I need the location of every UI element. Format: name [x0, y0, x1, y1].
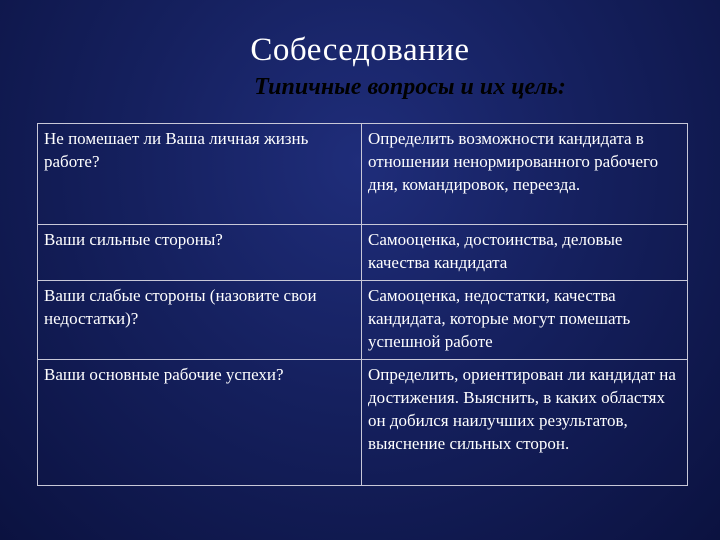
question-cell: Ваши слабые стороны (назовите свои недостатки)? [38, 281, 362, 360]
purpose-cell: Определить возможности кандидата в отношении ненормированного рабочего дня, командировок, переезда. [362, 124, 688, 225]
purpose-cell: Самооценка, недостатки, качества кандидата, которые могут помешать успешной работе [362, 281, 688, 360]
purpose-cell: Самооценка, достоинства, деловые качества кандидата [362, 225, 688, 281]
table-row [38, 360, 688, 486]
question-cell: Ваши сильные стороны? [38, 225, 362, 281]
slide-title: Собеседование [250, 32, 470, 68]
question-cell: Ваши основные рабочие успехи? [38, 360, 362, 486]
interview-questions-table [37, 123, 688, 486]
slide-subtitle: Типичные вопросы и их цель: [254, 74, 566, 100]
question-cell: Не помешает ли Ваша личная жизнь работе? [38, 124, 362, 225]
table-row [38, 124, 688, 225]
purpose-cell: Определить, ориентирован ли кандидат на достижения. Выяснить, в каких областях он добился наилучших результатов, выяснение сильных сторон. [362, 360, 688, 486]
table-row [38, 225, 688, 281]
table-row [38, 281, 688, 360]
